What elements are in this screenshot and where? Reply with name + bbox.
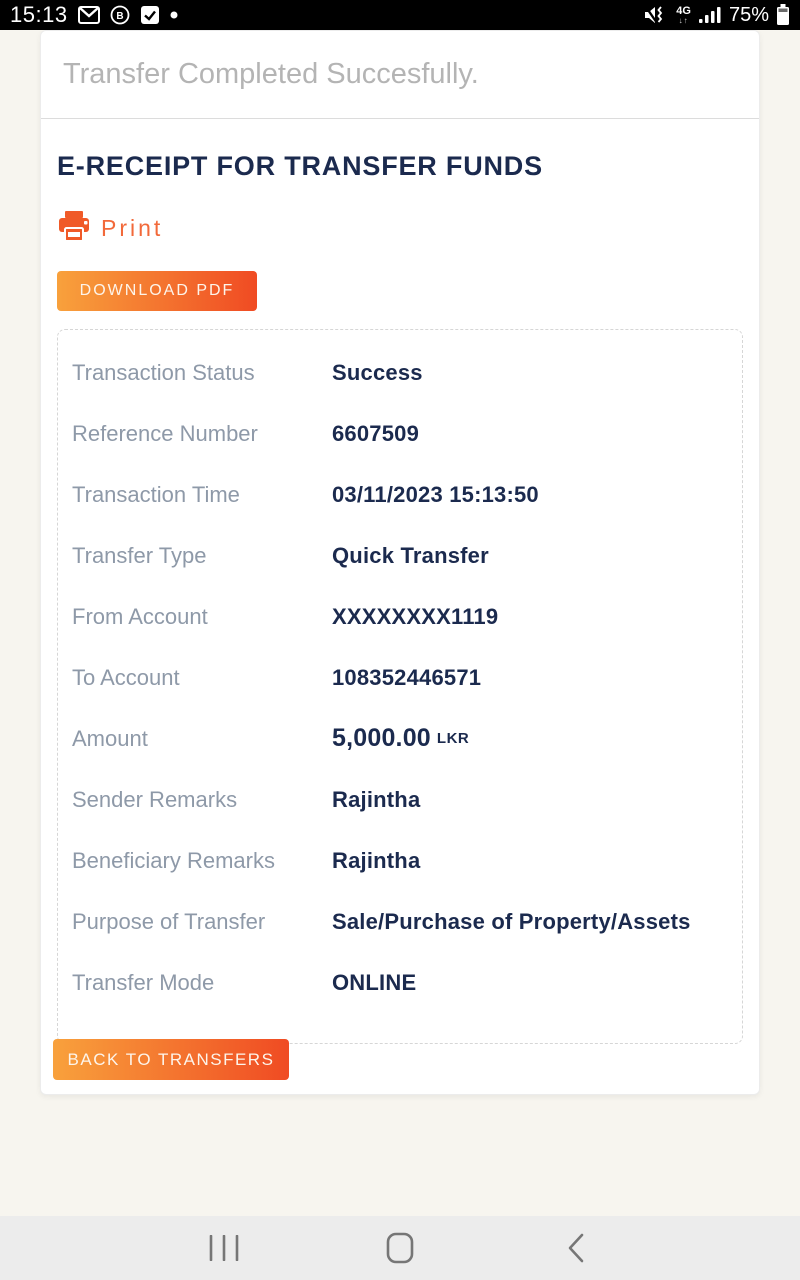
row-value: 6607509 — [332, 420, 420, 446]
row-value: Sale/Purchase of Property/Assets — [332, 908, 691, 934]
currency-code: LKR — [436, 730, 470, 747]
toast-message: Transfer Completed Succesfully. — [63, 58, 479, 90]
row-label: Sender Remarks — [72, 786, 238, 812]
row-value: Quick Transfer — [332, 542, 489, 568]
android-navigation-bar — [0, 1216, 800, 1280]
page-title: E-RECEIPT FOR TRANSFER FUNDS — [57, 151, 543, 181]
row-value: Rajintha — [332, 786, 421, 812]
print-button-label: Print — [101, 215, 164, 241]
receipt-row-to-account — [72, 647, 728, 708]
row-label: Transfer Type — [72, 542, 207, 568]
row-label: From Account — [72, 603, 208, 629]
download-pdf-button[interactable]: DOWNLOAD PDF — [57, 271, 257, 311]
row-label: Amount — [72, 725, 148, 751]
transfer-success-toast — [41, 31, 759, 119]
mute-vibrate-icon — [643, 5, 669, 25]
receipt-row-amount — [72, 708, 728, 769]
receipt-row-transaction-status — [72, 342, 728, 403]
gmail-notification-icon — [78, 6, 100, 24]
row-value: 03/11/2023 15:13:50 — [332, 481, 539, 507]
battery-icon — [776, 4, 790, 26]
status-bar — [0, 0, 800, 30]
home-button[interactable] — [312, 1216, 488, 1280]
receipt-row-sender-remarks — [72, 769, 728, 830]
svg-text:B: B — [115, 11, 124, 22]
battery-percent: 75% — [728, 3, 769, 26]
b-app-notification-icon — [110, 5, 130, 25]
row-label: Transaction Time — [72, 481, 240, 507]
receipt-row-reference-number — [72, 403, 728, 464]
recents-button[interactable] — [136, 1216, 312, 1280]
receipt-row-transfer-type — [72, 525, 728, 586]
row-label: Purpose of Transfer — [72, 908, 266, 934]
row-value: 5,000.00 — [332, 724, 431, 752]
receipt-row-from-account — [72, 586, 728, 647]
row-label: Transfer Mode — [72, 969, 215, 995]
signal-strength-icon — [698, 6, 722, 24]
network-type-indicator: 4G ↓↑ — [676, 4, 691, 25]
receipt-row-purpose-of-transfer — [72, 891, 728, 952]
row-label: Reference Number — [72, 420, 258, 446]
task-check-notification-icon — [140, 5, 160, 25]
more-notifications-dot-icon — [170, 11, 178, 19]
print-button[interactable] — [57, 210, 163, 247]
home-icon — [386, 1232, 414, 1264]
receipt-details-box — [57, 329, 743, 1044]
back-icon — [567, 1233, 585, 1263]
row-label: Beneficiary Remarks — [72, 847, 275, 873]
back-to-transfers-button[interactable]: BACK TO TRANSFERS — [53, 1039, 289, 1080]
receipt-card — [40, 30, 760, 1095]
receipt-row-transaction-time — [72, 464, 728, 525]
recents-icon — [207, 1235, 241, 1261]
row-value: XXXXXXXX1119 — [332, 603, 499, 629]
receipt-row-transfer-mode — [72, 952, 728, 1013]
receipt-row-beneficiary-remarks — [72, 830, 728, 891]
row-value: 108352446571 — [332, 664, 482, 690]
back-button[interactable] — [488, 1216, 664, 1280]
printer-icon — [57, 210, 91, 247]
row-label: To Account — [72, 664, 180, 690]
row-value: Rajintha — [332, 847, 421, 873]
clock: 15:13 — [10, 2, 68, 27]
row-value: ONLINE — [332, 969, 417, 995]
row-label: Transaction Status — [72, 359, 255, 385]
row-value: Success — [332, 359, 423, 385]
